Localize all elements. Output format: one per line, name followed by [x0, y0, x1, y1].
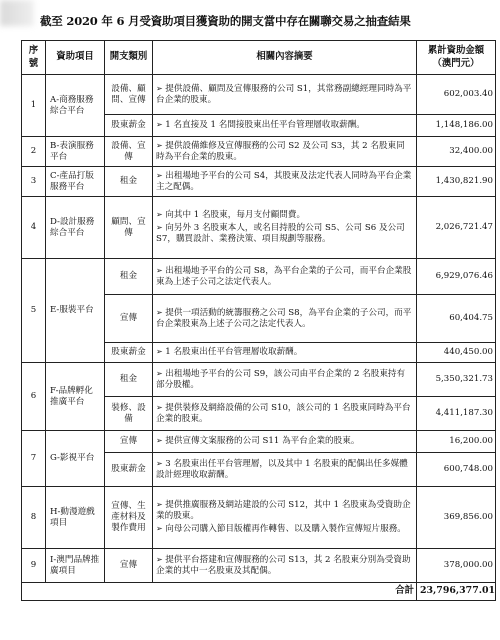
- content-item: ➢ 提供一項活動的統籌服務之公司 S8，為平台企業的子公司，而平台企業股東為上述子公司之法定代表人。: [156, 308, 413, 330]
- table-row: [22, 259, 496, 295]
- project-cell: C-產品打版服務平台: [46, 167, 105, 197]
- table-row: [22, 197, 496, 259]
- seq-cell: 7: [22, 431, 46, 487]
- category-cell: 宣傳: [105, 431, 153, 453]
- content-item: ➢ 出租場地予平台的公司 S9，該公司由平台企業的 2 名股東持有部分股權。: [156, 369, 413, 391]
- content-item: ➢ 提供宣傳文案服務的公司 S11 為平台企業的股東。: [156, 436, 413, 447]
- project-cell: F-品牌孵化推廣平台: [46, 363, 105, 431]
- amount-cell: 1,148,186.00: [417, 115, 496, 137]
- category-cell: 股東薪金: [105, 115, 153, 137]
- project-cell: H-動漫遊戲項目: [46, 487, 105, 549]
- audit-table: [21, 40, 496, 601]
- document-title: 截至 2020 年 6 月受資助項目獲資助的開支當中存在關聯交易之抽查結果: [40, 14, 411, 28]
- content-item: ➢ 提供平台搭建和宣傳服務的公司 S13，其 2 名股東分別為受資助企業的其中一名股東及其配偶。: [156, 555, 413, 577]
- seq-cell: 6: [22, 363, 46, 431]
- amount-cell: 32,400.00: [417, 137, 496, 167]
- amount-cell: 4,411,187.30: [417, 397, 496, 431]
- seq-cell: 8: [22, 487, 46, 549]
- amount-cell: 440,450.00: [417, 343, 496, 363]
- table-row: [22, 549, 496, 583]
- amount-cell: 60,404.75: [417, 295, 496, 343]
- content-cell: [153, 363, 417, 397]
- content-cell: [153, 259, 417, 295]
- content-item: ➢ 1 名直接及 1 名間接股東出任平台管理層收取薪酬。: [156, 120, 413, 131]
- content-item: ➢ 1 名股東出任平台管理層收取薪酬。: [156, 347, 413, 358]
- content-item: ➢ 向另外 3 名股東本人，或名目持股的公司 S5、公司 S6 及公司 S7，購買設計、業務決策、項目規劃等服務。: [156, 223, 413, 245]
- table-row: [22, 75, 496, 115]
- amount-cell: 602,003.40: [417, 75, 496, 115]
- content-item: ➢ 出租場地予平台的公司 S8，為平台企業的子公司，而平台企業股東為上述子公司之法定代表人。: [156, 266, 413, 288]
- category-cell: 租金: [105, 363, 153, 397]
- blurred-logo: [0, 0, 34, 26]
- seq-cell: 5: [22, 259, 46, 363]
- content-cell: [153, 397, 417, 431]
- project-cell: D-設計服務綜合平台: [46, 197, 105, 259]
- project-cell: I-澳門品牌推廣項目: [46, 549, 105, 583]
- table-row: [22, 487, 496, 549]
- seq-cell: 1: [22, 75, 46, 137]
- content-item: ➢ 提供設備維修及宣傳服務的公司 S2 及公司 S3，其 2 名股東同時為平台企業的股東。: [156, 141, 413, 163]
- category-cell: 宣傳: [105, 295, 153, 343]
- category-cell: 設備、顧問、宣傳: [105, 75, 153, 115]
- amount-cell: 5,350,321.73: [417, 363, 496, 397]
- total-amount: 23,796,377.01: [417, 583, 496, 601]
- content-cell: [153, 295, 417, 343]
- table-row: [22, 167, 496, 197]
- content-cell: [153, 549, 417, 583]
- seq-cell: 9: [22, 549, 46, 583]
- content-item: ➢ 提供推廣服務及網站建設的公司 S12，其中 1 名股東為受資助企業的股東。: [156, 500, 413, 522]
- project-cell: G-影視平台: [46, 431, 105, 487]
- table-row: [22, 431, 496, 453]
- amount-cell: 378,000.00: [417, 549, 496, 583]
- content-cell: [153, 75, 417, 115]
- seq-cell: 2: [22, 137, 46, 167]
- content-item: ➢ 提供裝修及網絡設備的公司 S10，該公司的 1 名股東同時為平台企業的股東。: [156, 403, 413, 425]
- amount-cell: 6,929,076.46: [417, 259, 496, 295]
- header-amount: 累計資助金額（澳門元）: [417, 41, 496, 75]
- category-cell: 宣傳、生產材料及製作費用: [105, 487, 153, 549]
- category-cell: 設備、宣傳: [105, 137, 153, 167]
- category-cell: 股東薪金: [105, 343, 153, 363]
- content-cell: [153, 343, 417, 363]
- category-cell: 顧問、宣傳: [105, 197, 153, 259]
- content-item: ➢ 向其中 1 名股東，每月支付顧問費。: [156, 210, 413, 221]
- category-cell: 裝修、設備: [105, 397, 153, 431]
- project-cell: E-服裝平台: [46, 259, 105, 363]
- content-cell: [153, 197, 417, 259]
- header-seq: 序號: [22, 41, 46, 75]
- amount-cell: 1,430,821.90: [417, 167, 496, 197]
- amount-cell: 16,200.00: [417, 431, 496, 453]
- project-cell: A-商務服務綜合平台: [46, 75, 105, 137]
- amount-cell: 369,856.00: [417, 487, 496, 549]
- total-label: 合計: [22, 583, 417, 601]
- category-cell: 宣傳: [105, 549, 153, 583]
- content-item: ➢ 3 名股東出任平台管理層，以及其中 1 名股東的配偶出任多媒體設計經理收取薪酬。: [156, 459, 413, 481]
- content-cell: [153, 453, 417, 487]
- seq-cell: 4: [22, 197, 46, 259]
- total-row: [22, 583, 496, 601]
- content-cell: [153, 167, 417, 197]
- table-row: [22, 363, 496, 397]
- amount-cell: 600,748.00: [417, 453, 496, 487]
- category-cell: 股東薪金: [105, 453, 153, 487]
- header-content: 相關內容摘要: [153, 41, 417, 75]
- header-category: 開支類別: [105, 41, 153, 75]
- table-row: [22, 137, 496, 167]
- content-item: ➢ 出租場地予平台的公司 S4，其股東及法定代表人同時為平台企業主之配偶。: [156, 171, 413, 193]
- category-cell: 租金: [105, 259, 153, 295]
- amount-cell: 2,026,721.47: [417, 197, 496, 259]
- content-cell: [153, 487, 417, 549]
- project-cell: B-表演服務平台: [46, 137, 105, 167]
- table-header-row: [22, 41, 496, 75]
- header-project: 資助項目: [46, 41, 105, 75]
- content-cell: [153, 115, 417, 137]
- category-cell: 租金: [105, 167, 153, 197]
- content-item: ➢ 提供設備、顧問及宣傳服務的公司 S1，其常務副總經理同時為平台企業的股東。: [156, 84, 413, 106]
- content-cell: [153, 431, 417, 453]
- content-cell: [153, 137, 417, 167]
- seq-cell: 3: [22, 167, 46, 197]
- content-item: ➢ 向母公司購入節目版權再作轉售、以及購入製作宣傳短片服務。: [156, 524, 413, 535]
